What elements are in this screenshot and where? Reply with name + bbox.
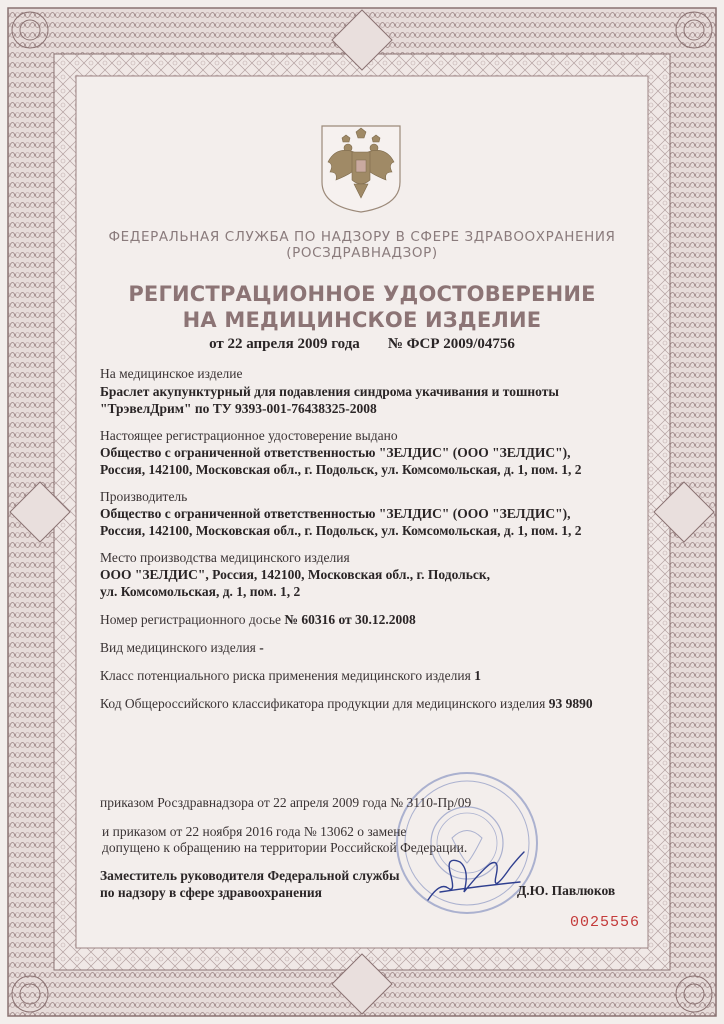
- device-name-line2: "ТрэвелДрим" по ТУ 9393-001-76438325-2008: [100, 401, 377, 416]
- signatory-position-line1: Заместитель руководителя Федеральной службы: [100, 868, 400, 883]
- production-site-line1: ООО "ЗЕЛДИС", Россия, 142100, Московская обл., г. Подольск,: [100, 567, 491, 582]
- manufacturer-line1: Общество с ограниченной ответственностью "ЗЕЛДИС" (ООО "ЗЕЛДИС"),: [100, 506, 571, 521]
- document-title-line2: НА МЕДИЦИНСКОЕ ИЗДЕЛИЕ: [182, 308, 542, 332]
- issued-label: Настоящее регистрационное удостоверение выдано: [100, 428, 398, 443]
- order-line1: приказом Росздравнадзора от 22 апреля 2009 года № 3110-Пр/09: [100, 795, 472, 810]
- order-line2: и приказом от 22 ноября 2016 года № 13062 о замене: [102, 824, 407, 839]
- issued-to-line2: Россия, 142100, Московская обл., г. Подольск, ул. Комсомольская, д. 1, пом. 1, 2: [100, 462, 582, 477]
- document-title-line1: РЕГИСТРАЦИОННОЕ УДОСТОВЕРЕНИЕ: [128, 282, 596, 306]
- device-name-line1: Браслет акупунктурный для подавления синдрома укачивания и тошноты: [100, 384, 559, 399]
- kind-label: Вид медицинского изделия: [100, 640, 256, 655]
- dossier-row: [100, 612, 416, 628]
- production-site-line2: ул. Комсомольская, д. 1, пом. 1, 2: [100, 584, 301, 599]
- agency-name: ФЕДЕРАЛЬНАЯ СЛУЖБА ПО НАДЗОРУ В СФЕРЕ ЗДРАВООХРАНЕНИЯ: [108, 229, 616, 245]
- okp-label: Код Общероссийского классификатора продукции для медицинского изделия: [100, 696, 546, 711]
- risk-class-row: [100, 668, 481, 684]
- okp-value: 93 9890: [548, 696, 593, 711]
- manufacturer-label: Производитель: [100, 489, 188, 504]
- handwritten-signature: [420, 842, 530, 912]
- dossier-label: Номер регистрационного досье: [100, 612, 282, 627]
- risk-class-label: Класс потенциального риска применения медицинского изделия: [100, 668, 471, 683]
- device-label: На медицинское изделие: [100, 366, 243, 381]
- registration-number: № ФСР 2009/04756: [387, 336, 515, 352]
- okp-row: [100, 696, 593, 712]
- manufacturer-line2: Россия, 142100, Московская обл., г. Подольск, ул. Комсомольская, д. 1, пом. 1, 2: [100, 523, 582, 538]
- risk-class-value: 1: [474, 668, 481, 683]
- dossier-value: № 60316 от 30.12.2008: [284, 612, 416, 627]
- serial-number: 0025556: [570, 914, 641, 931]
- issued-to-line1: Общество с ограниченной ответственностью "ЗЕЛДИС" (ООО "ЗЕЛДИС"),: [100, 445, 571, 460]
- kind-value: -: [259, 640, 264, 655]
- signatory-position-line2: по надзору в сфере здравоохранения: [100, 885, 322, 900]
- kind-row: [100, 640, 264, 656]
- registration-date: от 22 апреля 2009 года: [209, 336, 360, 352]
- order-line3: допущено к обращению на территории Российской Федерации.: [102, 840, 468, 855]
- registration-dateline: [0, 336, 724, 353]
- coat-of-arms-emblem: [316, 122, 406, 214]
- signatory-name: Д.Ю. Павлюков: [517, 883, 616, 898]
- agency-abbreviation: (РОСЗДРАВНАДЗОР): [286, 245, 438, 261]
- production-site-label: Место производства медицинского изделия: [100, 550, 350, 565]
